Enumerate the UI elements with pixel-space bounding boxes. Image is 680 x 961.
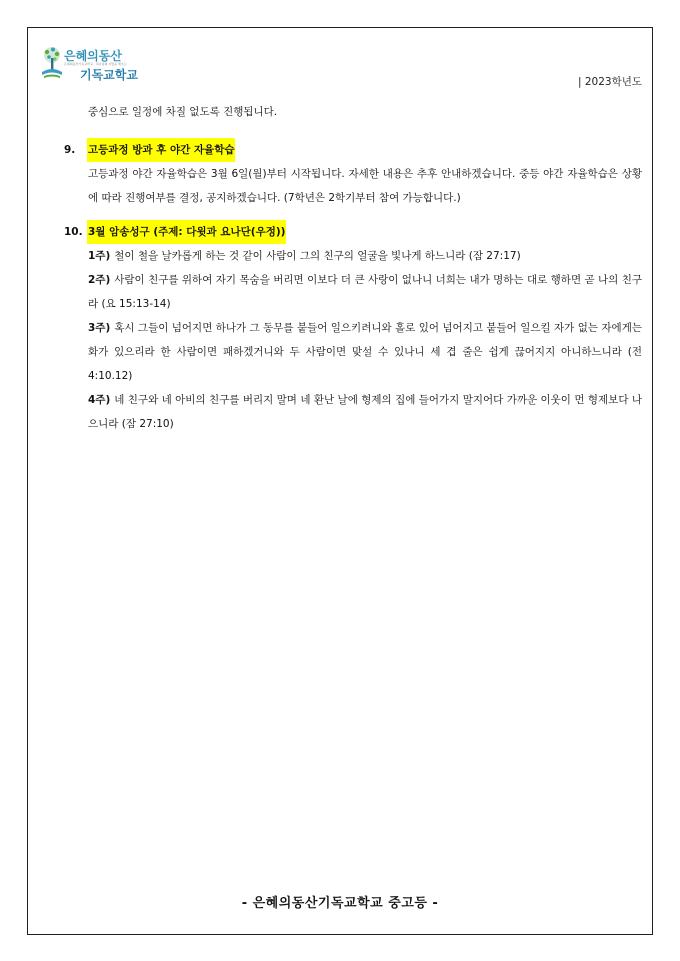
footer-school-name: - 은혜의동산기독교학교 중고등 -	[241, 896, 439, 911]
verse-text: 혹시 그들이 넘어지면 하나가 그 동무를 붙들어 일으키려니와 홀로 있어 넘어지고 붙들어 일으킬 자가 없는 자에게는 화가 있으리라 한 사람이면 패하겠거니와 두 사람이면 맞설 수 있나니 세 겹 줄은 쉽게 끊어지지 아니하느니라 (전 4:10.12)	[88, 322, 642, 382]
school-year-label: | 2023학년도	[577, 76, 642, 88]
logo-name-line2: 기독교학교	[80, 68, 138, 82]
item-9-title: 고등과정 방과 후 야간 자율학습	[87, 138, 235, 162]
tree-logo-icon	[40, 46, 64, 80]
item-9-text: 고등과정 야간 자율학습은 3월 6일(월)부터 시작됩니다. 자세한 내용은 추후 안내하겠습니다. 중등 야간 자율학습은 상황에 따라 진행여부를 결정, 공지하겠습니다. (7학년은 2학기부터 참여 가능합니다.)	[88, 168, 642, 204]
verse-week-4	[64, 388, 642, 436]
verse-text: 네 친구와 네 아비의 친구를 버리지 말며 네 환난 날에 형제의 집에 들어가지 말지어다 가까운 이웃이 먼 형제보다 나으니라 (잠 27:10)	[88, 394, 642, 430]
item-10-number: 10.	[64, 226, 83, 238]
document-body	[64, 100, 642, 436]
school-logo	[40, 46, 150, 86]
verse-text: 사람이 친구를 위하여 자기 목숨을 버리면 이보다 더 큰 사랑이 없나니 너희는 내가 명하는 대로 행하면 곧 나의 친구라 (요 15:13-14)	[88, 274, 642, 310]
logo-tagline: 은혜의동산기독교학교 · 하나님의 사람을 세우는	[64, 62, 127, 66]
item-10-heading	[64, 220, 642, 244]
item-10	[64, 220, 642, 436]
verse-week-label: 4주)	[88, 394, 111, 406]
verse-week-2	[64, 268, 642, 316]
verse-week-3	[64, 316, 642, 388]
item-9-heading	[64, 138, 642, 162]
item-9	[64, 138, 642, 210]
verse-week-label: 3주)	[88, 322, 111, 334]
item-9-number: 9.	[64, 144, 76, 156]
verse-week-label: 2주)	[88, 274, 111, 286]
verse-text: 철이 철을 날카롭게 하는 것 같이 사람이 그의 친구의 얼굴을 빛나게 하느니라 (잠 27:17)	[114, 250, 521, 262]
logo-name-line1: 은혜의동산	[64, 49, 122, 63]
item-10-title: 3월 암송성구 (주제: 다윗과 요나단(우정))	[87, 220, 286, 244]
verse-week-1	[64, 244, 642, 268]
verse-week-label: 1주)	[88, 250, 111, 262]
continuation-text: 중심으로 일정에 차질 없도록 진행됩니다.	[88, 106, 278, 118]
